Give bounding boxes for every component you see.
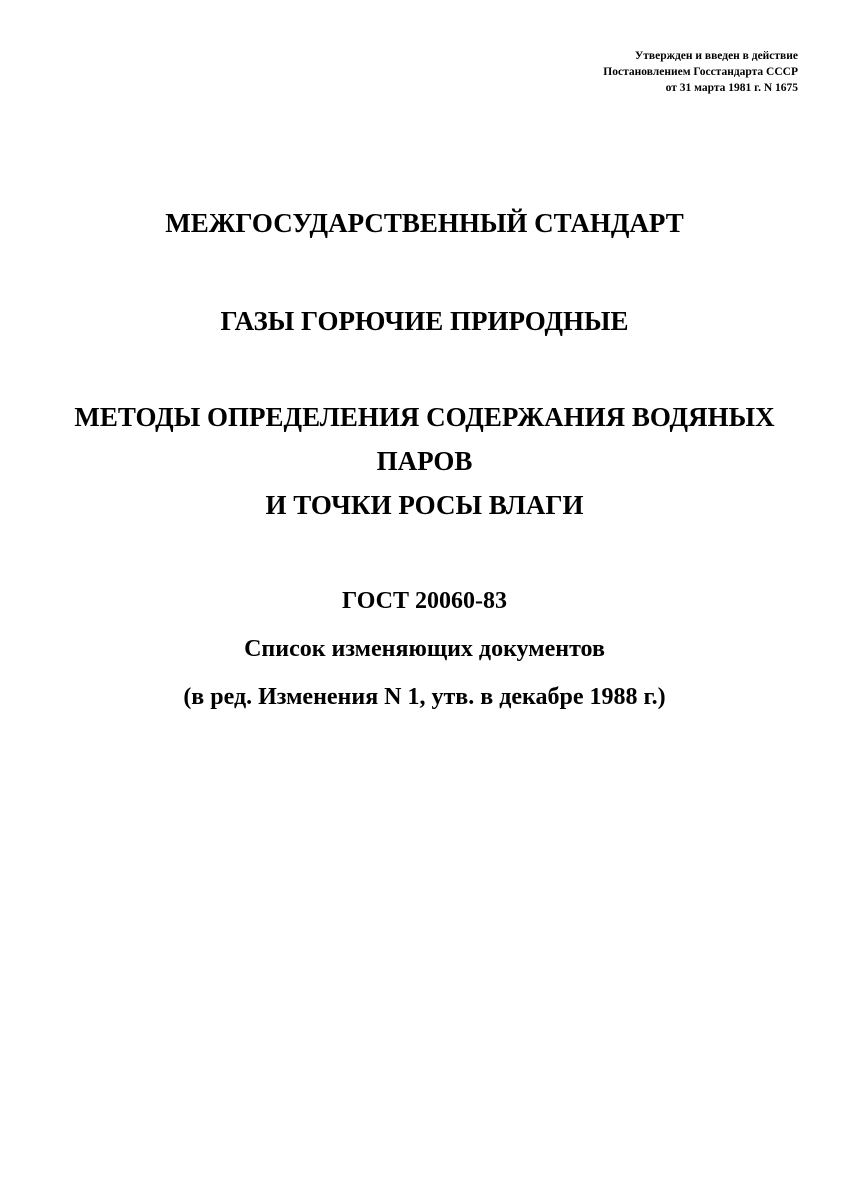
approval-stamp xyxy=(478,48,798,96)
document-subtitle-line-3: И ТОЧКИ РОСЫ ВЛАГИ xyxy=(265,490,584,520)
approval-line-2: Постановлением Госстандарта СССР xyxy=(603,66,798,78)
gost-number: ГОСТ 20060-83 xyxy=(342,588,507,614)
changes-list-heading: Список изменяющих документов xyxy=(244,636,605,662)
approval-line-1: Утвержден и введен в действие xyxy=(634,50,798,62)
document-subtitle-line-2: ПАРОВ xyxy=(376,446,473,476)
approval-line-3: от 31 марта 1981 г. N 1675 xyxy=(665,82,798,94)
standard-type-heading: МЕЖГОСУДАРСТВЕННЫЙ СТАНДАРТ xyxy=(165,208,684,238)
document-subtitle-line-1: МЕТОДЫ ОПРЕДЕЛЕНИЯ СОДЕРЖАНИЯ ВОДЯНЫХ xyxy=(74,402,775,432)
changes-list-note: (в ред. Изменения N 1, утв. в декабре 1988 г.) xyxy=(183,684,666,710)
document-title-line-1: ГАЗЫ ГОРЮЧИЕ ПРИРОДНЫЕ xyxy=(220,306,629,336)
document-subtitle xyxy=(0,395,849,527)
